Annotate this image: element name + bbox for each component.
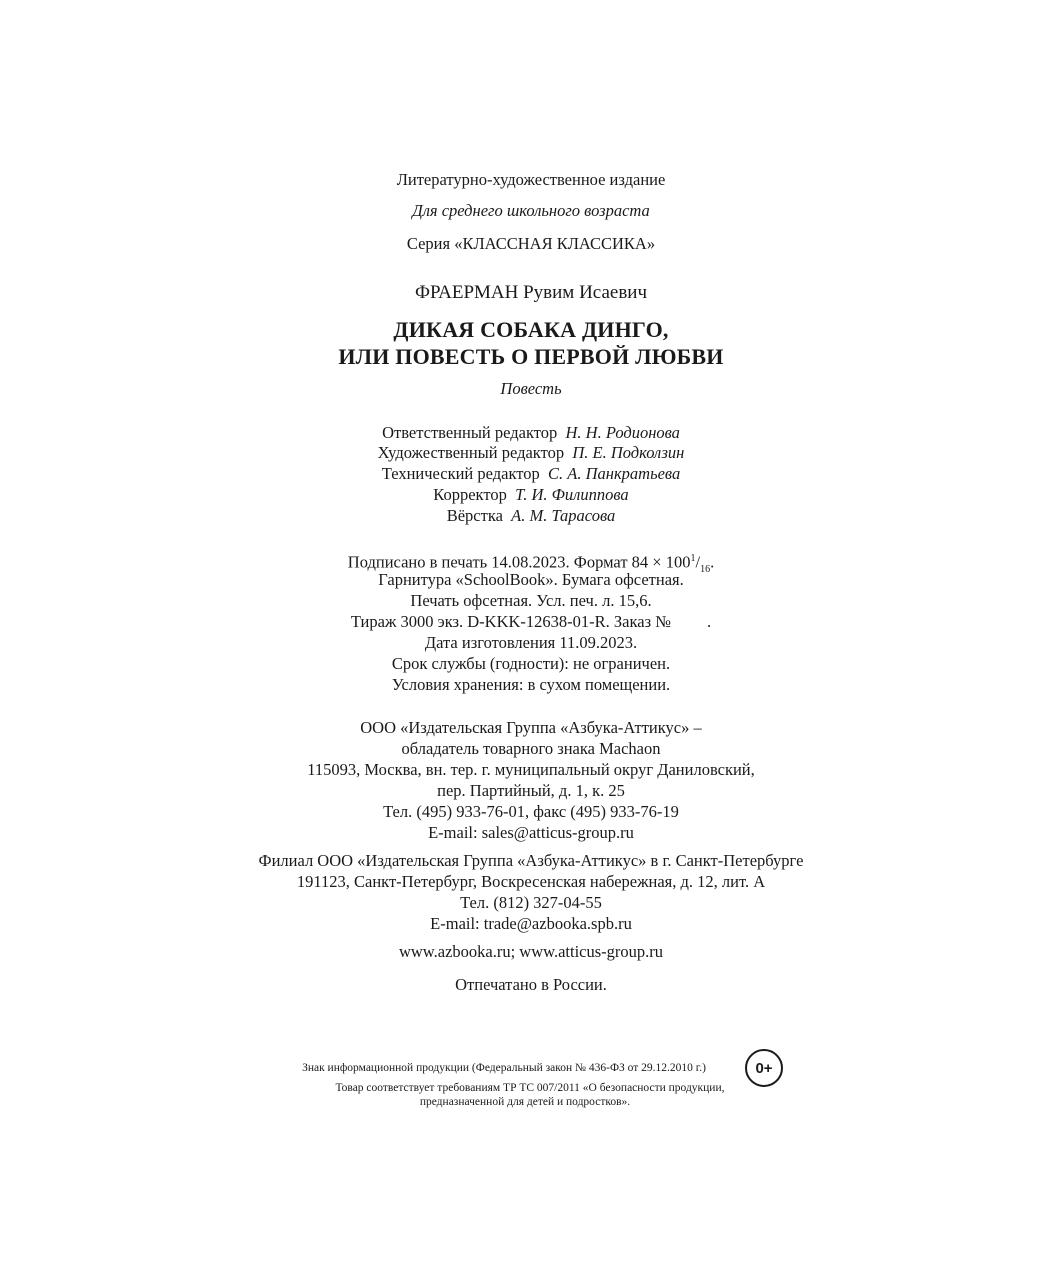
author-name: ФРАЕРМАН Рувим Исаевич — [414, 282, 648, 303]
credit-name: Т. И. Филиппова — [515, 485, 629, 504]
print-signed-line: Подписано в печать 14.08.2023. Формат $84 \times 100^1/_{16}$. — [347, 552, 715, 575]
credit-role: Корректор — [433, 485, 507, 504]
series-name: Серия «КЛАССНАЯ КЛАССИКА» — [406, 234, 656, 253]
storage-conditions: Условия хранения: в сухом помещении. — [391, 675, 671, 694]
credit-name: А. М. Тарасова — [511, 506, 616, 525]
compliance-line1: Товар соответствует требованиям ТР ТС 007/2011 «О безопасности продукции, — [335, 1082, 725, 1094]
print-run: Тираж 3000 экз. D-KKK-12638-01-R. Заказ № — [350, 612, 671, 631]
websites: www.azbooka.ru; www.atticus-group.ru — [398, 942, 664, 961]
print-signed-end: . — [710, 552, 715, 572]
book-genre: Повесть — [500, 379, 562, 398]
credit-role: Ответственный редактор — [382, 423, 558, 442]
branch-name: Филиал ООО «Издательская Группа «Азбука-Аттикус» в г. Санкт-Петербурге — [258, 851, 804, 870]
credit-line — [0, 423, 1062, 443]
book-title-line1: ДИКАЯ СОБАКА ДИНГО, — [393, 317, 669, 342]
publisher-phone: Тел. (495) 933-76-01, факс (495) 933-76-19 — [383, 802, 679, 821]
format-denominator: 16 — [700, 563, 711, 575]
publisher-address1: 115093, Москва, вн. тер. г. муниципальный округ Даниловский, — [307, 760, 755, 779]
credit-role: Художественный редактор — [377, 443, 565, 462]
credit-name: Н. Н. Родионова — [565, 423, 680, 442]
credit-name: С. А. Панкратьева — [548, 464, 681, 483]
compliance-line2: предназначенной для детей и подростков». — [419, 1096, 631, 1108]
publisher-email: E-mail: sales@atticus-group.ru — [428, 823, 634, 842]
print-run-end: . — [706, 612, 712, 631]
book-title-line2: ИЛИ ПОВЕСТЬ О ПЕРВОЙ ЛЮБВИ — [338, 344, 724, 369]
print-run-line — [0, 612, 1062, 632]
publisher-address2: пер. Партийный, д. 1, к. 25 — [437, 781, 625, 800]
font-paper: Гарнитура «SchoolBook». Бумага офсетная. — [378, 570, 684, 589]
publisher-name: ООО «Издательская Группа «Азбука-Аттикус» – — [360, 718, 702, 737]
credit-line — [0, 464, 1062, 484]
manufacture-date: Дата изготовления 11.09.2023. — [424, 633, 638, 652]
credit-role: Технический редактор — [381, 464, 540, 483]
publisher-trademark: обладатель товарного знака Machaon — [401, 739, 661, 758]
audience-note: Для среднего школьного возраста — [412, 201, 650, 220]
age-rating-badge: 0+ — [745, 1049, 783, 1087]
branch-phone: Тел. (812) 327-04-55 — [460, 893, 602, 912]
printed-in: Отпечатано в России. — [455, 975, 607, 994]
credit-name: П. Е. Подколзин — [572, 443, 685, 462]
branch-email: E-mail: trade@azbooka.spb.ru — [430, 914, 632, 933]
credit-role: Вёрстка — [446, 506, 503, 525]
credit-line — [0, 443, 1062, 463]
edition-type: Литературно-художественное издание — [396, 170, 666, 189]
print-signed: Подписано в печать 14.08.2023. Формат 84 × 100 — [347, 552, 691, 572]
printing-type: Печать офсетная. Усл. печ. л. 15,6. — [410, 591, 652, 610]
credit-line — [0, 506, 1062, 526]
credit-line — [0, 485, 1062, 505]
shelf-life: Срок службы (годности): не ограничен. — [391, 654, 671, 673]
branch-address: 191123, Санкт-Петербург, Воскресенская набережная, д. 12, лит. А — [296, 872, 766, 891]
format-numerator: 1 — [690, 553, 696, 564]
info-mark-text: Знак информационной продукции (Федеральный закон № 436-ФЗ от 29.12.2010 г.) — [302, 1062, 706, 1074]
